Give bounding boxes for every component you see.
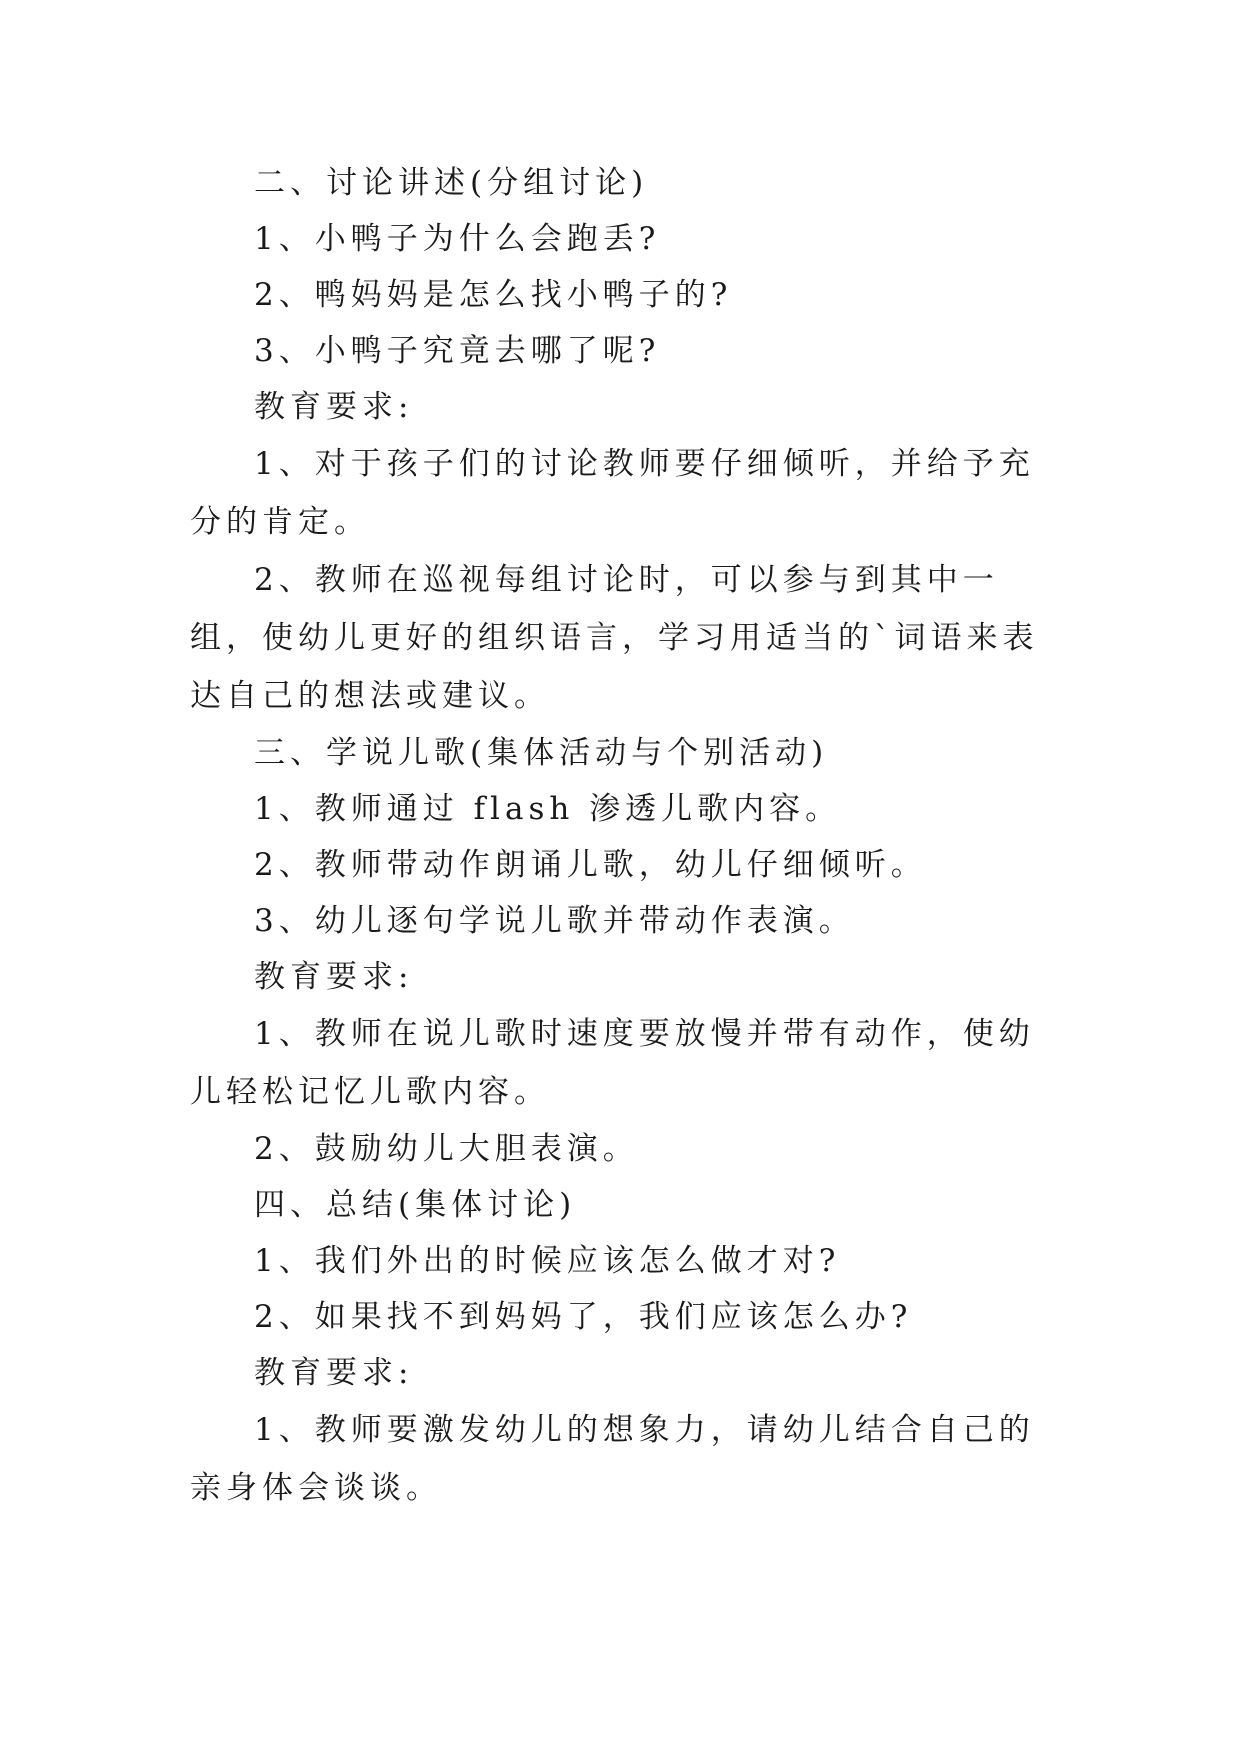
requirement-item: 1、对于孩子们的讨论教师要仔细倾听，并给予充分的肯定。	[190, 446, 1035, 540]
question-item: 3、小鸭子究竟去哪了呢?	[254, 333, 661, 369]
requirement-item: 2、教师在巡视每组讨论时，可以参与到其中一组，使幼儿更好的组织语言，学习用适当的`词语来表达自己的想法或建议。	[190, 562, 1039, 714]
activity-step: 1、教师通过 flash 渗透儿歌内容。	[254, 791, 842, 827]
question-item: 1、我们外出的时候应该怎么做才对?	[254, 1243, 841, 1279]
activity-step: 3、幼儿逐句学说儿歌并带动作表演。	[254, 903, 855, 939]
requirements-heading: 教育要求:	[254, 959, 414, 995]
question-item: 1、小鸭子为什么会跑丢?	[254, 221, 661, 257]
section-heading-rhyme: 三、学说儿歌(集体活动与个别活动)	[254, 735, 829, 771]
section-heading-summary: 四、总结(集体讨论)	[254, 1187, 577, 1223]
requirements-heading: 教育要求:	[254, 1355, 414, 1391]
activity-step: 2、教师带动作朗诵儿歌，幼儿仔细倾听。	[254, 847, 927, 883]
requirement-item: 1、教师在说儿歌时速度要放慢并带有动作，使幼儿轻松记忆儿歌内容。	[190, 1016, 1035, 1110]
requirements-heading: 教育要求:	[254, 389, 414, 425]
requirement-item: 1、教师要激发幼儿的想象力，请幼儿结合自己的亲身体会谈谈。	[190, 1412, 1035, 1506]
question-item: 2、如果找不到妈妈了，我们应该怎么办?	[254, 1299, 913, 1335]
question-item: 2、鸭妈妈是怎么找小鸭子的?	[254, 277, 733, 313]
document-body	[190, 155, 1050, 1517]
section-heading-discussion: 二、讨论讲述(分组讨论)	[254, 165, 649, 201]
requirement-item: 2、鼓励幼儿大胆表演。	[254, 1131, 639, 1167]
